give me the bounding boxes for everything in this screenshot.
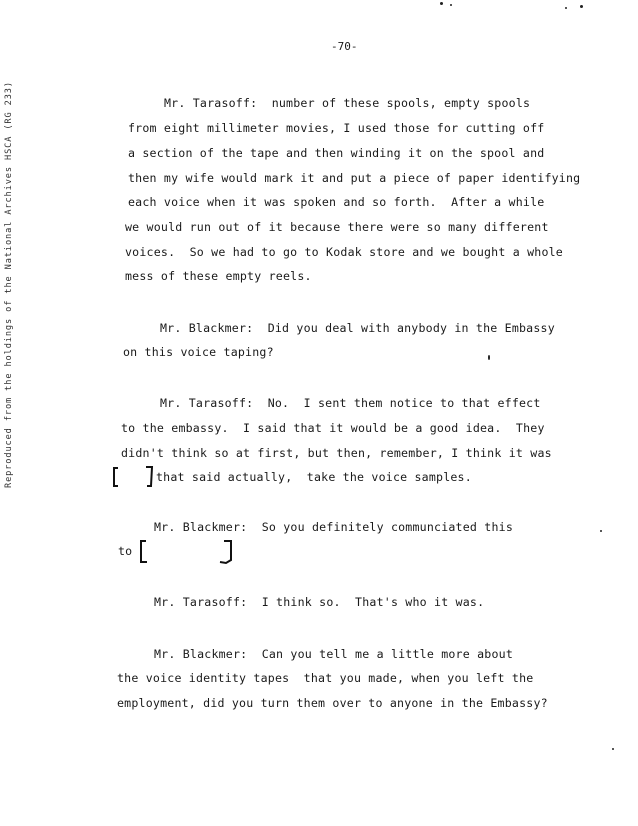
text-line: a section of the tape and then winding it on the spool and	[128, 146, 545, 160]
text-line: then my wife would mark it and put a piece of paper identifying	[128, 171, 581, 185]
text-line: to the embassy. I said that it would be a good idea. They	[121, 421, 545, 435]
text-line: employment, did you turn them over to anyone in the Embassy?	[117, 696, 548, 710]
page-number: -70-	[331, 40, 358, 53]
text-line: we would run out of it because there were so many different	[125, 220, 549, 234]
text-line: didn't think so at first, but then, remember, I think it was	[121, 446, 552, 460]
text-line: that said actually, take the voice samples.	[156, 470, 472, 484]
text-line: Mr. Tarasoff: No. I sent them notice to that effect	[160, 396, 541, 410]
scan-speck	[612, 748, 614, 750]
text-line: Mr. Blackmer: So you definitely communciated this	[154, 520, 514, 534]
scan-speck	[565, 7, 567, 9]
text-line: on this voice taping?	[123, 345, 274, 359]
redaction-bracket	[136, 538, 240, 566]
text-line: voices. So we had to go to Kodak store and we bought a whole	[125, 245, 563, 259]
scan-speck	[450, 4, 452, 6]
scan-speck	[600, 530, 602, 532]
text-line: Mr. Blackmer: Can you tell me a little more about	[154, 647, 514, 661]
text-line: Mr. Tarasoff: I think so. That's who it was.	[154, 595, 485, 609]
scan-speck	[488, 355, 490, 360]
text-line: Mr. Blackmer: Did you deal with anybody in the Embassy	[160, 321, 555, 335]
text-line: to	[118, 544, 133, 558]
text-line: from eight millimeter movies, I used those for cutting off	[128, 121, 545, 135]
archive-stamp: Reproduced from the holdings of the National Archives HSCA (RG 233)	[4, 81, 14, 488]
text-line: each voice when it was spoken and so forth. After a while	[128, 195, 545, 209]
text-line: Mr. Tarasoff: number of these spools, empty spools	[164, 96, 531, 110]
text-line: mess of these empty reels.	[125, 269, 312, 283]
scan-speck	[440, 2, 443, 5]
scan-speck	[580, 5, 583, 8]
text-line: the voice identity tapes that you made, when you left the	[117, 671, 534, 685]
redaction-bracket	[108, 464, 158, 490]
